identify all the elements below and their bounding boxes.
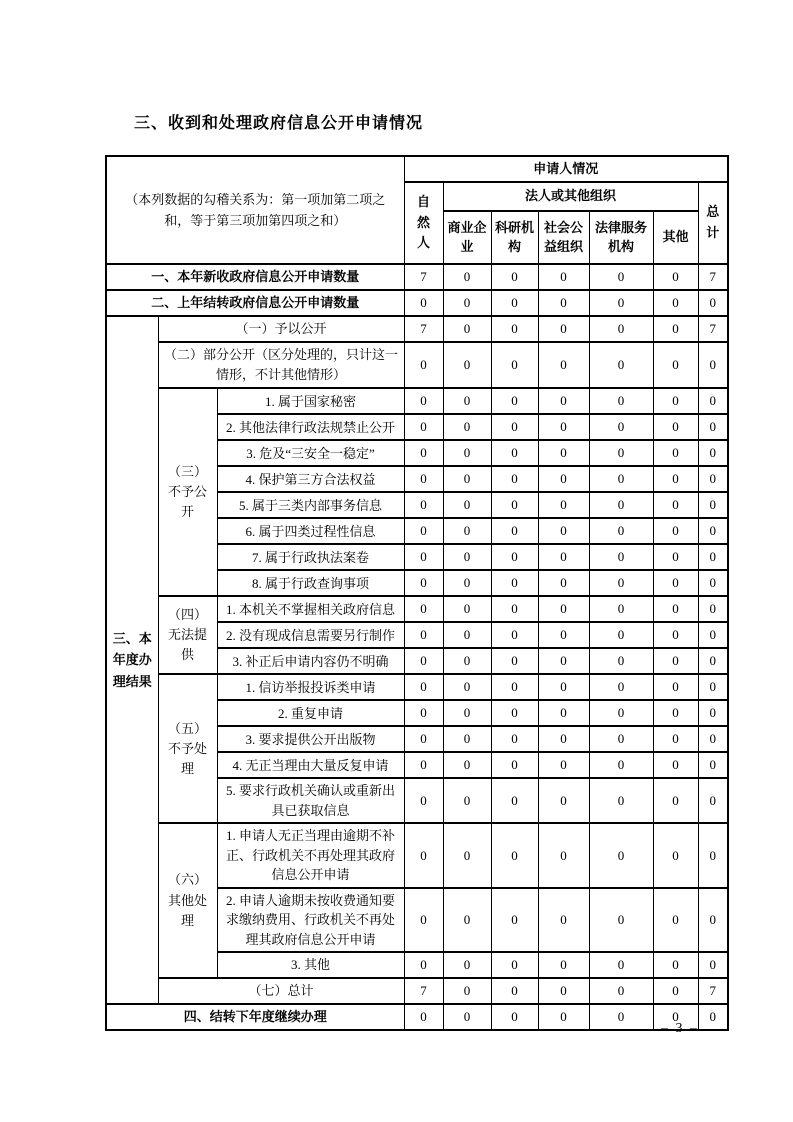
value-cell: 7 <box>404 264 443 290</box>
value-cell: 0 <box>698 1004 728 1030</box>
header-natural-person-label: 自然人 <box>417 193 431 251</box>
value-cell: 0 <box>589 1004 653 1030</box>
item-label-cell: 6. 属于四类过程性信息 <box>217 518 404 544</box>
value-cell: 0 <box>443 388 491 414</box>
value-cell: 0 <box>538 570 589 596</box>
row-label-cell: 二、上年结转政府信息公开申请数量 <box>106 290 404 316</box>
item-label-cell: 3. 要求提供公开出版物 <box>217 726 404 752</box>
value-cell: 0 <box>538 414 589 440</box>
value-cell: 0 <box>443 888 491 953</box>
value-cell: 0 <box>491 570 538 596</box>
value-cell: 0 <box>404 492 443 518</box>
value-cell: 0 <box>538 622 589 648</box>
value-cell: 0 <box>698 414 728 440</box>
value-cell: 0 <box>538 752 589 778</box>
value-cell: 0 <box>404 342 443 388</box>
header-public-welfare: 社会公益组织 <box>538 211 589 264</box>
value-cell: 0 <box>491 888 538 953</box>
value-cell: 0 <box>443 440 491 466</box>
table-row-carry-to-next-year <box>106 1004 728 1030</box>
value-cell: 0 <box>443 492 491 518</box>
value-cell: 0 <box>589 290 653 316</box>
value-cell: 0 <box>589 466 653 492</box>
value-cell: 0 <box>589 823 653 888</box>
value-cell: 0 <box>698 778 728 823</box>
value-cell: 0 <box>698 492 728 518</box>
value-cell: 0 <box>698 622 728 648</box>
row-label-cell: 四、结转下年度继续办理 <box>106 1004 404 1030</box>
header-research: 科研机构 <box>491 211 538 264</box>
value-cell: 0 <box>404 823 443 888</box>
value-cell: 0 <box>538 952 589 978</box>
value-cell: 0 <box>491 316 538 342</box>
value-cell: 0 <box>443 596 491 622</box>
table-row <box>106 316 728 342</box>
value-cell: 0 <box>698 518 728 544</box>
value-cell: 0 <box>538 518 589 544</box>
value-cell: 0 <box>589 596 653 622</box>
value-cell: 0 <box>653 414 698 440</box>
value-cell: 0 <box>538 726 589 752</box>
value-cell: 7 <box>698 316 728 342</box>
value-cell: 0 <box>653 1004 698 1030</box>
value-cell: 0 <box>698 544 728 570</box>
header-legal-service: 法律服务机构 <box>589 211 653 264</box>
value-cell: 0 <box>538 290 589 316</box>
value-cell: 0 <box>538 342 589 388</box>
value-cell: 0 <box>404 778 443 823</box>
value-cell: 0 <box>698 342 728 388</box>
value-cell: 0 <box>589 518 653 544</box>
table-row-new-applications <box>106 264 728 290</box>
value-cell: 0 <box>443 700 491 726</box>
value-cell: 0 <box>589 778 653 823</box>
value-cell: 0 <box>698 290 728 316</box>
value-cell: 0 <box>538 674 589 700</box>
value-cell: 0 <box>653 466 698 492</box>
header-total-label: 总计 <box>706 204 720 240</box>
item-label-cell: 3. 其他 <box>217 952 404 978</box>
value-cell: 0 <box>653 888 698 953</box>
value-cell: 0 <box>538 466 589 492</box>
value-cell: 0 <box>698 596 728 622</box>
page-title: 三、收到和处理政府信息公开申请情况 <box>134 115 424 132</box>
value-cell: 0 <box>443 674 491 700</box>
value-cell: 0 <box>443 952 491 978</box>
value-cell: 0 <box>491 518 538 544</box>
header-commercial: 商业企业 <box>443 211 491 264</box>
value-cell: 0 <box>538 316 589 342</box>
value-cell: 0 <box>404 414 443 440</box>
table-row-section3-total <box>106 978 728 1004</box>
item-label-cell: 4. 保护第三方合法权益 <box>217 466 404 492</box>
value-cell: 0 <box>589 492 653 518</box>
value-cell: 0 <box>538 888 589 953</box>
value-cell: 0 <box>538 492 589 518</box>
section3-label-cell <box>106 316 158 1004</box>
item-label-cell: 5. 属于三类内部事务信息 <box>217 492 404 518</box>
value-cell: 0 <box>538 1004 589 1030</box>
item-label-cell: 7. 属于行政执法案卷 <box>217 544 404 570</box>
value-cell: 0 <box>443 316 491 342</box>
header-total <box>698 182 728 264</box>
header-applicant-situation: 申请人情况 <box>404 156 728 182</box>
value-cell: 0 <box>589 316 653 342</box>
value-cell: 0 <box>589 726 653 752</box>
item-label-cell: 1. 申请人无正当理由逾期不补正、行政机关不再处理其政府信息公开申请 <box>217 823 404 888</box>
value-cell: 0 <box>653 290 698 316</box>
corner-note: （本列数据的勾稽关系为：第一项加第二项之和，等于第三项加第四项之和） <box>106 156 404 264</box>
item-label-cell: 5. 要求行政机关确认或重新出具已获取信息 <box>217 778 404 823</box>
value-cell: 0 <box>491 674 538 700</box>
value-cell: 0 <box>443 414 491 440</box>
value-cell: 0 <box>491 952 538 978</box>
category-cell: （七）总计 <box>158 978 404 1004</box>
value-cell: 0 <box>698 752 728 778</box>
value-cell: 0 <box>491 544 538 570</box>
value-cell: 0 <box>698 466 728 492</box>
value-cell: 0 <box>698 700 728 726</box>
value-cell: 0 <box>698 952 728 978</box>
table-row <box>106 823 728 888</box>
value-cell: 0 <box>698 823 728 888</box>
value-cell: 0 <box>404 648 443 674</box>
value-cell: 0 <box>653 978 698 1004</box>
value-cell: 0 <box>538 700 589 726</box>
value-cell: 0 <box>404 388 443 414</box>
category-cell: （五）不予处理 <box>158 674 217 823</box>
value-cell: 0 <box>653 518 698 544</box>
value-cell: 0 <box>491 264 538 290</box>
value-cell: 0 <box>443 518 491 544</box>
value-cell: 0 <box>443 726 491 752</box>
value-cell: 0 <box>443 648 491 674</box>
value-cell: 0 <box>491 978 538 1004</box>
value-cell: 0 <box>589 674 653 700</box>
value-cell: 0 <box>491 290 538 316</box>
item-label-cell: 2. 没有现成信息需要另行制作 <box>217 622 404 648</box>
value-cell: 0 <box>491 596 538 622</box>
value-cell: 0 <box>404 440 443 466</box>
item-label-cell: 2. 重复申请 <box>217 700 404 726</box>
value-cell: 0 <box>404 596 443 622</box>
value-cell: 7 <box>698 264 728 290</box>
value-cell: 0 <box>589 440 653 466</box>
value-cell: 0 <box>589 752 653 778</box>
category-cell: （一）予以公开 <box>158 316 404 342</box>
value-cell: 0 <box>538 388 589 414</box>
value-cell: 0 <box>404 700 443 726</box>
value-cell: 0 <box>698 440 728 466</box>
item-label-cell: 2. 其他法律行政法规禁止公开 <box>217 414 404 440</box>
value-cell: 0 <box>491 622 538 648</box>
value-cell: 0 <box>491 342 538 388</box>
value-cell: 0 <box>589 544 653 570</box>
value-cell: 0 <box>404 674 443 700</box>
value-cell: 0 <box>653 674 698 700</box>
row-label-cell: 一、本年新收政府信息公开申请数量 <box>106 264 404 290</box>
value-cell: 0 <box>404 1004 443 1030</box>
value-cell: 0 <box>653 726 698 752</box>
value-cell: 0 <box>589 648 653 674</box>
header-other: 其他 <box>653 211 698 264</box>
value-cell: 0 <box>491 752 538 778</box>
item-label-cell: 1. 属于国家秘密 <box>217 388 404 414</box>
value-cell: 7 <box>698 978 728 1004</box>
category-cell: （三）不予公开 <box>158 388 217 596</box>
item-label-cell: 3. 危及“三安全一稳定” <box>217 440 404 466</box>
header-natural-person <box>404 182 443 264</box>
item-label-cell: 3. 补正后申请内容仍不明确 <box>217 648 404 674</box>
value-cell: 0 <box>653 440 698 466</box>
page-number: – 3 – <box>661 1021 699 1036</box>
value-cell: 0 <box>404 290 443 316</box>
value-cell: 0 <box>491 440 538 466</box>
value-cell: 0 <box>404 952 443 978</box>
item-label-cell: 1. 本机关不掌握相关政府信息 <box>217 596 404 622</box>
table-row <box>106 674 728 700</box>
table-row <box>106 342 728 388</box>
value-cell: 0 <box>404 752 443 778</box>
value-cell: 0 <box>538 823 589 888</box>
value-cell: 0 <box>653 264 698 290</box>
value-cell: 0 <box>653 700 698 726</box>
value-cell: 0 <box>443 978 491 1004</box>
item-label-cell: 4. 无正当理由大量反复申请 <box>217 752 404 778</box>
value-cell: 0 <box>538 264 589 290</box>
value-cell: 0 <box>491 1004 538 1030</box>
value-cell: 0 <box>443 264 491 290</box>
value-cell: 0 <box>653 596 698 622</box>
value-cell: 0 <box>443 1004 491 1030</box>
value-cell: 0 <box>538 544 589 570</box>
value-cell: 0 <box>443 778 491 823</box>
value-cell: 0 <box>538 778 589 823</box>
value-cell: 0 <box>653 952 698 978</box>
value-cell: 0 <box>589 388 653 414</box>
value-cell: 0 <box>589 622 653 648</box>
value-cell: 0 <box>653 570 698 596</box>
value-cell: 0 <box>538 978 589 1004</box>
value-cell: 0 <box>491 648 538 674</box>
value-cell: 0 <box>404 544 443 570</box>
value-cell: 0 <box>698 648 728 674</box>
value-cell: 0 <box>653 622 698 648</box>
value-cell: 0 <box>443 342 491 388</box>
value-cell: 0 <box>589 342 653 388</box>
category-cell: （二）部分公开（区分处理的，只计这一情形，不计其他情形） <box>158 342 404 388</box>
table-row <box>106 388 728 414</box>
table-row <box>106 596 728 622</box>
value-cell: 0 <box>404 888 443 953</box>
value-cell: 7 <box>404 316 443 342</box>
value-cell: 0 <box>491 778 538 823</box>
item-label-cell: 1. 信访举报投诉类申请 <box>217 674 404 700</box>
value-cell: 0 <box>491 466 538 492</box>
value-cell: 0 <box>404 726 443 752</box>
value-cell: 0 <box>653 342 698 388</box>
value-cell: 0 <box>589 952 653 978</box>
value-cell: 0 <box>443 290 491 316</box>
category-cell: （四）无法提供 <box>158 596 217 674</box>
value-cell: 0 <box>653 544 698 570</box>
value-cell: 0 <box>589 570 653 596</box>
value-cell: 7 <box>404 978 443 1004</box>
value-cell: 0 <box>538 648 589 674</box>
value-cell: 0 <box>698 726 728 752</box>
value-cell: 0 <box>443 823 491 888</box>
value-cell: 0 <box>538 596 589 622</box>
value-cell: 0 <box>698 888 728 953</box>
header-legal-org: 法人或其他组织 <box>443 182 698 211</box>
value-cell: 0 <box>653 823 698 888</box>
table-row-carried-over <box>106 290 728 316</box>
value-cell: 0 <box>491 700 538 726</box>
value-cell: 0 <box>491 492 538 518</box>
item-label-cell: 8. 属于行政查询事项 <box>217 570 404 596</box>
value-cell: 0 <box>404 466 443 492</box>
value-cell: 0 <box>589 978 653 1004</box>
value-cell: 0 <box>491 726 538 752</box>
value-cell: 0 <box>698 388 728 414</box>
value-cell: 0 <box>443 752 491 778</box>
value-cell: 0 <box>653 752 698 778</box>
value-cell: 0 <box>491 823 538 888</box>
value-cell: 0 <box>443 570 491 596</box>
value-cell: 0 <box>653 492 698 518</box>
value-cell: 0 <box>589 700 653 726</box>
value-cell: 0 <box>443 622 491 648</box>
value-cell: 0 <box>538 440 589 466</box>
value-cell: 0 <box>491 388 538 414</box>
value-cell: 0 <box>589 888 653 953</box>
value-cell: 0 <box>443 466 491 492</box>
value-cell: 0 <box>491 414 538 440</box>
value-cell: 0 <box>698 674 728 700</box>
value-cell: 0 <box>653 388 698 414</box>
value-cell: 0 <box>653 316 698 342</box>
value-cell: 0 <box>404 518 443 544</box>
value-cell: 0 <box>404 570 443 596</box>
section3-label: 三、本年度办理结果 <box>112 630 152 689</box>
item-label-cell: 2. 申请人逾期未按收费通知要求缴纳费用、行政机关不再处理其政府信息公开申请 <box>217 888 404 953</box>
value-cell: 0 <box>589 264 653 290</box>
value-cell: 0 <box>653 778 698 823</box>
category-cell: （六）其他处理 <box>158 823 217 978</box>
value-cell: 0 <box>404 622 443 648</box>
value-cell: 0 <box>589 414 653 440</box>
value-cell: 0 <box>653 648 698 674</box>
value-cell: 0 <box>698 570 728 596</box>
applications-table <box>105 155 729 1031</box>
value-cell: 0 <box>443 544 491 570</box>
